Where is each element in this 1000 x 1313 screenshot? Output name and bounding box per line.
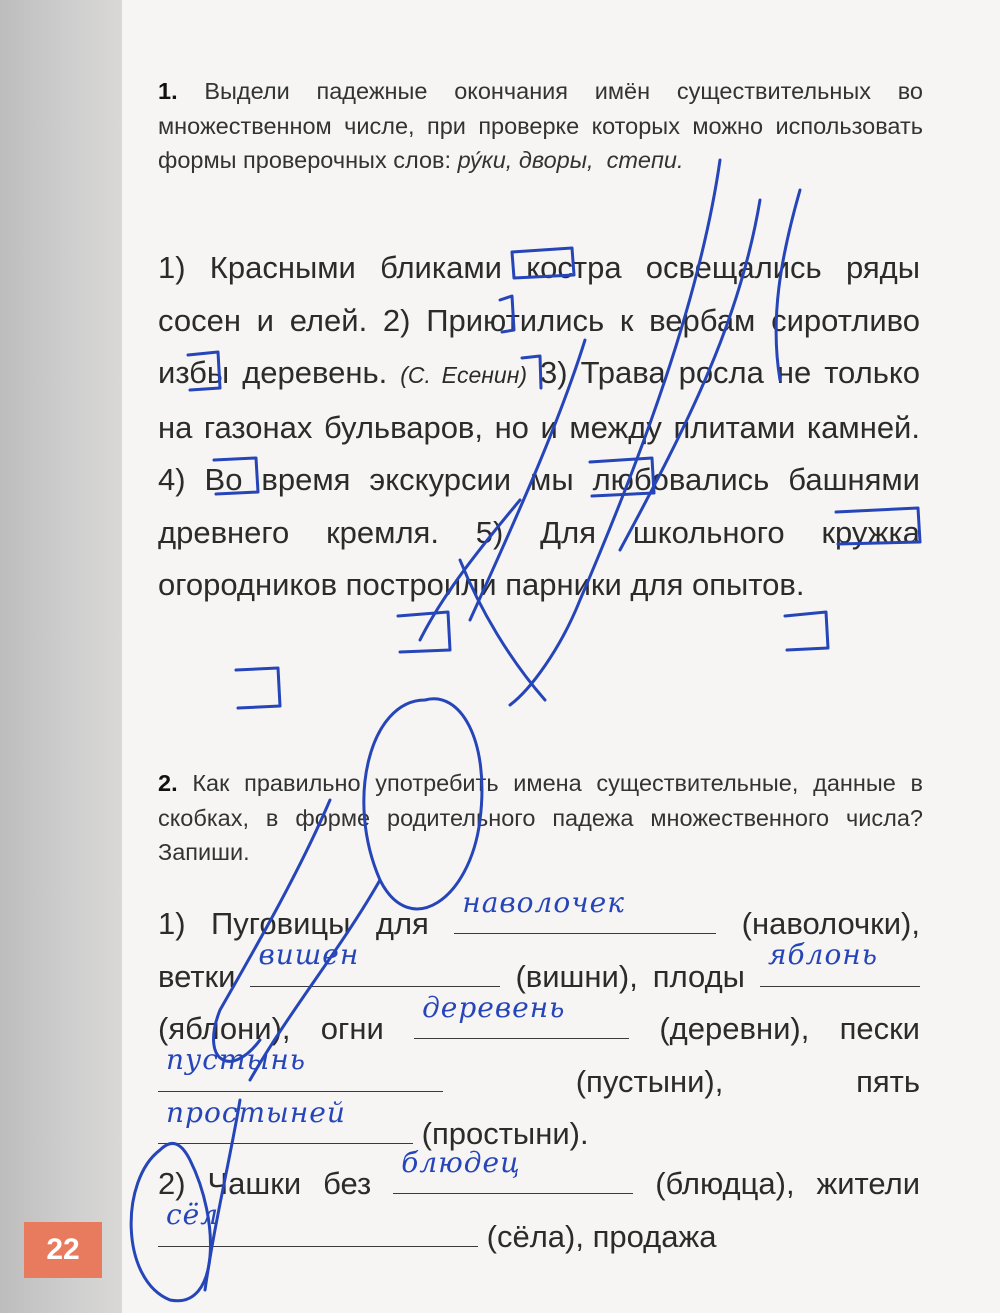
answer-blank-8[interactable]: [158, 1198, 478, 1247]
task1-text: [158, 242, 920, 612]
ending-mark-10: [236, 668, 280, 708]
task2-ex2-hint2: (сёла), продажа: [486, 1218, 717, 1254]
ending-mark-9: [785, 612, 828, 650]
task2-ex1-hint4: (деревни), пески: [659, 1011, 920, 1046]
answer-blank-1[interactable]: [454, 885, 716, 934]
answer-blank-3[interactable]: [760, 938, 920, 987]
task1-text-part1: 1) Красными бликами костра освещались ряды сосен и елей. 2) Приютились к вербам сиротливо избы деревень.: [158, 250, 920, 390]
page-number-badge: [24, 1222, 102, 1278]
task2-ex1-hint1: (наволочки), ветки: [158, 906, 920, 994]
task2-instruction-text: Как правильно употребить имена существительные, данные в скобках, в форме родительного падежа множественного числа? Запиши.: [158, 770, 924, 865]
task2-number: 2.: [158, 770, 178, 796]
handwritten-answer-5: пустынь: [166, 1043, 306, 1076]
page-number: 22: [46, 1233, 80, 1266]
task2-ex1-hint3: (яблони), огни: [158, 1011, 384, 1046]
handwritten-answer-2: вишен: [258, 938, 360, 971]
task2-instruction: [158, 766, 923, 870]
handwritten-answer-1: наволочек: [462, 885, 625, 919]
handwritten-answer-3: яблонь: [767, 938, 878, 971]
task1-number: 1.: [158, 78, 178, 104]
task2-ex1-hint6: (простыни).: [421, 1116, 589, 1151]
handwritten-answer-7: блюдец: [401, 1145, 521, 1179]
ending-mark-8: [398, 612, 450, 652]
task2-ex2-hint1: (блюдца), жители: [655, 1166, 921, 1201]
answer-blank-7[interactable]: [393, 1145, 633, 1194]
answer-blank-6[interactable]: [158, 1095, 413, 1144]
task1-example-1: ру́ки,: [457, 147, 513, 173]
task1-author: (С. Есенин): [400, 362, 528, 388]
task1-example-2: дворы,: [518, 147, 594, 173]
handwritten-answer-8: сёл: [166, 1198, 220, 1231]
task2-ex2-start: 2) Чашки без: [158, 1166, 372, 1201]
task1-example-3: степи.: [606, 147, 684, 173]
task2-ex1-hint5: (пустыни), пять: [575, 1063, 920, 1099]
task2-ex1-hint2: (вишни), плоды: [515, 958, 745, 994]
task2-exercise2: [158, 1145, 921, 1263]
handwritten-answer-4: деревень: [422, 990, 566, 1024]
page-margin-strip: [0, 0, 122, 1313]
task1-text-part2: 3) Трава росла не только на газонах бульваров, но и между плитами камней. 4) Во время экскурсии мы любовались башнями древнего кремля. 5) Для школьного кружка огородников построили парники для опытов.: [158, 355, 920, 602]
handwritten-answer-6: простыней: [166, 1095, 346, 1129]
task1-instruction-text: Выдели падежные окончания имён существительных во множественном числе, при проверке которых можно использовать формы проверочных слов:: [158, 78, 924, 173]
task1-instruction: [158, 74, 923, 178]
task2-ex1-start: 1) Пуговицы для: [158, 906, 429, 941]
answer-blank-4[interactable]: [414, 990, 629, 1039]
task2-exercise1: [158, 885, 920, 1161]
